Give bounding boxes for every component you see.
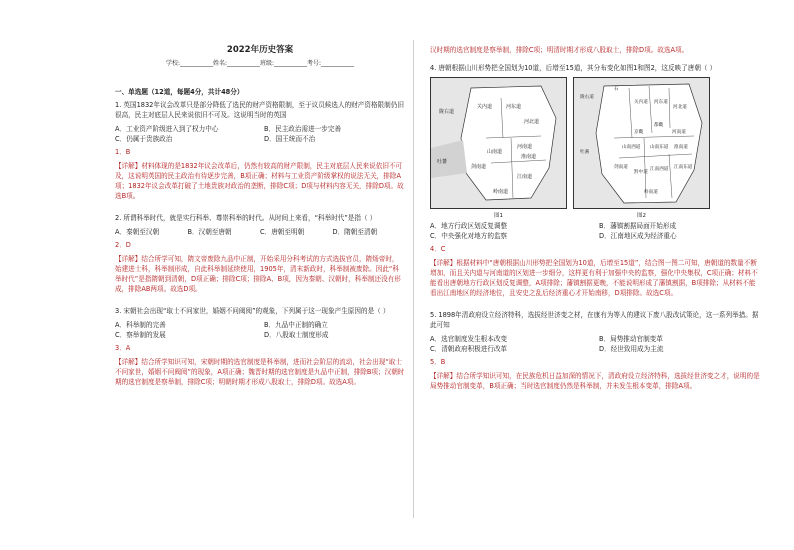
question-3-options	[115, 320, 405, 340]
map1-label: 河东道	[506, 104, 522, 110]
map1-label: 吐蕃	[437, 159, 448, 165]
option-c: C．唐朝至明朝	[260, 228, 305, 236]
map2-label: 淮南道	[674, 145, 688, 150]
question-5-options	[430, 334, 760, 354]
map1-label: 淮南道	[521, 154, 537, 160]
question-2-options	[115, 227, 405, 237]
question-4-answer: 4．C	[430, 245, 446, 253]
option-a: A．地方行政区划反复调整	[430, 222, 508, 230]
left-column	[115, 45, 405, 399]
student-info-line: 学校:___________姓名:___________班级:___________考号:___________	[165, 60, 355, 67]
map1-label: 剑南道	[471, 164, 487, 170]
question-3-answer: 3．A	[115, 344, 131, 352]
map2-label: 关内道	[634, 100, 648, 105]
option-b: B．藩镇割据局面开始形成	[599, 222, 677, 230]
question-3-stem: 3. 宋朝社会出现“取士不问家世，婚姻不问阀阅”的观象，下列属于这一现象产生原因的是（ ）	[115, 307, 390, 315]
question-2-detail: 【详解】结合所学可知，隋文帝废除九品中正制，开始采用分科考试的方式选拔官员，隋炀帝时，始建进士科，科举制形成，自此科举制延续使用，1905年，清末新政时，科举制被废除。因此“科举时代”是指隋朝到清朝，D项正确；排除C项；排除A、B项，因为秦朝、汉朝时，科举制还没有形成，排除AB两项。故选D项。	[115, 255, 401, 293]
map-captions	[430, 211, 760, 221]
option-b: B．九品中正制的确立	[264, 321, 328, 329]
page-title: 2022年历史答案	[226, 45, 294, 55]
map1-label: 岭南道	[493, 189, 509, 195]
option-b: B．汉朝至唐朝	[187, 228, 232, 236]
map1-label: 河北道	[524, 119, 540, 125]
option-a: A．选官制度发生根本改变	[430, 335, 508, 343]
map2-label: 京畿	[634, 130, 644, 135]
option-c: C．仍属于贵族政治	[115, 135, 173, 143]
map2-label: 山南西道	[622, 145, 641, 150]
question-5-stem: 5. 1898年清政府设立经济特科，选拔经世济变之材，在康有为等人的建议下废八股改试策论，这一系列举措。据此可知	[430, 311, 759, 329]
map2-label: 河南道	[672, 130, 686, 135]
map2-label: 岭南道	[644, 190, 658, 195]
question-2-stem: 2. 所谓科举时代，就是实行科举、尊崇科举的时代。从时间上来看，“科举时代”是指（ ）	[115, 214, 377, 222]
map2-label: 都畿	[654, 123, 664, 128]
map2-label: 江南东道	[674, 165, 693, 170]
question-5-answer: 5．B	[430, 358, 446, 366]
question-4-maps	[430, 77, 760, 209]
option-d: D．隋朝至清朝	[332, 228, 378, 236]
option-c: C．清朝政府积极进行改革	[430, 345, 508, 353]
option-d: D．国王统而不治	[264, 135, 316, 143]
question-3-detail-continued: 汉时期的选官制度是察举制，排除C项；明清时期才形成八股取士，排除D项。故选A项。	[430, 46, 689, 54]
option-c: C．中央强化对地方的监察	[430, 232, 508, 240]
map2-label: 江南西道	[650, 167, 669, 172]
map2-caption: 图2	[637, 213, 646, 219]
option-d: D．经世致用成为主流	[599, 345, 664, 353]
map2-label: 河东道	[654, 100, 668, 105]
option-a: A．科举制的完善	[115, 321, 166, 329]
map1-caption: 图1	[494, 213, 503, 219]
map2-label: 剑南道	[614, 165, 628, 170]
map-figure-2	[573, 77, 710, 209]
question-4-detail: 【详解】根据材料中“唐朝根据山川形势把全国划为10道，后增至15道”，结合图一图二可知，唐朝道的数量不断增加，而且关内道与河南道的区划进一步细分，这样更有利于加强中央的监察，强化中央集权，C项正确；材料不能看出唐朝地方行政区划反复调整，A项排除；藩镇割据更晚，不能说明形成了藩镇割据，B项排除；从材料不能看出江南地区的经济地位，且安史之乱后经济重心才开始南移，D项排除。故选C项。	[430, 259, 758, 297]
question-1-stem: 1. 英国1832年议会改革只是部分降低了选民的财产资格限制，至于议员候选人的财产资格限制仍旧很高，民主对底层人民来说依旧不可及。这说明当时的英国	[115, 101, 404, 119]
option-a: A．秦朝至汉朝	[115, 228, 160, 236]
right-column	[430, 45, 760, 403]
question-2-answer: 2．D	[115, 241, 131, 249]
option-c: C．察举制的发展	[115, 331, 166, 339]
question-4-options	[430, 221, 760, 241]
map1-label: 关内道	[477, 104, 493, 110]
option-d: D．八股取士制度形成	[264, 331, 329, 339]
question-1-options	[115, 124, 405, 144]
map2-label: 吐蕃	[580, 150, 590, 155]
map2-label: 石	[614, 87, 619, 92]
map1-label: 山南道	[487, 149, 503, 155]
map-figure-1	[430, 77, 567, 209]
map2-label: 黔中道	[634, 170, 648, 175]
map1-label: 陇右道	[439, 109, 455, 115]
option-b: B．民主政治需进一步完善	[264, 125, 342, 133]
question-1-answer: 1．B	[115, 148, 131, 156]
question-4-stem: 4. 唐朝根据山川形势把全国划为10道，后增至15道，其分布变化如图1和图2，这反映了唐朝（ ）	[430, 64, 717, 72]
map2-label: 河北道	[673, 105, 687, 110]
question-3-detail: 【详解】结合所学知识可知，宋朝时期的选官制度是科举制，进而社会阶层的流动，社会出现“取士不问家世，婚姻不问阀阅”的现象，A项正确；魏晋时期的选官制度是九品中正制，排除B项；汉朝时期的选官制度是察举制，排除C项；明朝时期才形成八股取士，排除D项。故选A项。	[115, 358, 405, 386]
question-5-detail: 【详解】结合所学知识可知，在民族危机日益加深的情况下，清政府设立经济特科，选拔经世济变之才，说明的是局势推动官制变革，B项正确；当时选官制度仍然是科举制，并未发生根本变革，排除A项。	[430, 372, 760, 390]
option-b: B．局势推动官制变革	[599, 335, 663, 343]
column-divider	[413, 40, 414, 518]
map1-label: 河南道	[517, 144, 533, 150]
option-d: D．江南地区成为经济重心	[599, 232, 677, 240]
question-1-detail: 【详解】材料体现的是1832年议会改革后，仍然有较高的财产限制，民主对底层人民来说依旧不可及，这说明英国的民主政治有待逐步完善，B项正确；材料与工业资产阶级掌权的说法无关，排除A项；1832年议会改革打破了土地贵族对政治的垄断，排除C项；D项与材料内容无关，排除D项。故选B项。	[115, 162, 404, 200]
section-heading: 一、单选题（12道，每题4分，共计48分）	[115, 88, 244, 96]
map2-label: 陇右道	[580, 95, 594, 100]
map2-label: 山南东道	[650, 145, 669, 150]
map1-label: 江南道	[517, 174, 533, 180]
option-a: A．工业资产阶级进入到了权力中心	[115, 125, 219, 133]
